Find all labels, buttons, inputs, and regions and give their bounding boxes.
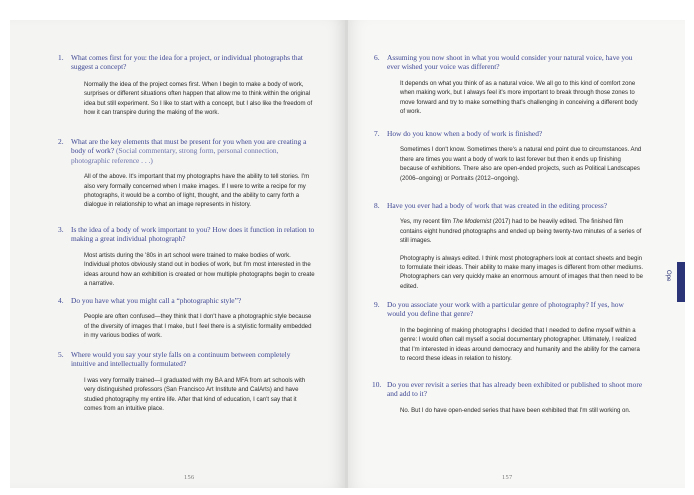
answer-paragraph: Sometimes I don't know. Sometimes there's a natural end point due to circumstances. And there are times you want a body of work to last forever but then it ends up finishing because of exhibitions. There also are open-ended projects, such as Political Landscapes (2006–ongoing) or Portraits (2012–ongoing). <box>400 147 642 182</box>
question-number: 9. <box>374 300 380 309</box>
question-text: Assuming you now shoot in what you would consider your natural voice, have you ever wished your voice was different? <box>387 53 633 72</box>
qa-item-10 <box>374 380 644 424</box>
page-number-right: 157 <box>502 474 513 481</box>
page-number-left: 156 <box>184 474 195 481</box>
section-tab-label <box>663 262 677 302</box>
question-number: 7. <box>374 129 380 138</box>
book-gutter <box>345 20 348 488</box>
qa-item-3 <box>58 225 316 297</box>
answer-text: Yes, my recent film <box>400 219 453 226</box>
qa-item-2 <box>58 137 316 219</box>
qa-item-1 <box>58 53 316 126</box>
qa-item-7 <box>374 129 644 192</box>
qa-item-9 <box>374 300 644 372</box>
question-text: Have you ever had a body of work that was created in the editing process? <box>387 201 607 210</box>
question-number: 2. <box>58 137 64 146</box>
question-number: 5. <box>58 350 64 359</box>
question-text: Do you ever revisit a series that has already been exhibited or published to shoot more and add to it? <box>387 380 643 399</box>
question-number: 10. <box>372 380 382 389</box>
question-text: What comes first for you: the idea for a project, or individual photographs that suggest a concept? <box>71 53 303 72</box>
question-text: How do you know when a body of work is finished? <box>387 129 543 138</box>
question-number: 3. <box>58 225 64 234</box>
answer-paragraph <box>400 218 644 246</box>
question-main: What are the key elements that must be present for you when you are creating a body of work? <box>71 137 307 156</box>
answer <box>84 377 316 415</box>
answer-paragraph: Normally the idea of the project comes first. When I begin to make a body of work, surprises or different situations often happen that allow me to think within the original idea but still experiment. So I like to start with a concept, but I also like the freedom of how it can transpire during the making of the work. <box>84 81 313 117</box>
answer-paragraph: It depends on what you think of as a natural voice. We all go to this kind of comfort zone when making work, but I always feel it's more important to break through those zones to move forward and try to make something that's challenging in conceiving a different body of work. <box>400 80 638 116</box>
question-text <box>71 137 316 165</box>
question-aside: (Social commentary, strong form, personal connection, photographic reference . . .) <box>71 146 279 165</box>
question-number: 6. <box>374 53 380 62</box>
answer-paragraph: Photography is always edited. I think most photographers look at contact sheets and begin to formulate their ideas. Their ability to make many images is different from other mediums. Photographers can very quickly make an enormous amount of images that then need to be edited. <box>400 255 644 290</box>
section-tab-marker <box>677 262 685 302</box>
answer <box>84 252 316 290</box>
answer <box>400 407 644 416</box>
answer-paragraph: I was very formally trained—I graduated with my BA and MFA from art schools with very distinguished professors (San Francisco Art Institute and CalArts) and have studied photography my entire life. After that kind of education, I can't say that it comes from an intuitive place. <box>84 377 306 413</box>
question-text: Is the idea of a body of work important to you? How does it function in relation to making a great individual photograph? <box>71 225 315 244</box>
answer-paragraph: No. But I do have open-ended series that have been exhibited that I'm still working on. <box>400 407 631 414</box>
answer <box>400 327 644 365</box>
answer <box>84 173 316 211</box>
answer-paragraph: Most artists during the '80s in art school were trained to make bodies of work. Individual photos obviously stand out in bodies of work, but I'm most interested in the ideas around how an exhibition is created or how multiple photographs begin to create a narrative. <box>84 252 315 288</box>
question-number: 4. <box>58 296 64 305</box>
answer <box>84 313 316 341</box>
answer-paragraph: All of the above. It's important that my photographs have the ability to tell stories. I'm also very formally concerned when I make images. If I were to write a recipe for my photographs, it would be a combo of light, thought, and the ability to carry forth a dialogue in relationship to what an image represents in history. <box>84 174 310 209</box>
answer <box>400 80 644 118</box>
question-text: Where would you say your style falls on a continuum between completely intuitive and intellectually formulated? <box>71 350 291 369</box>
answer <box>400 218 644 292</box>
answer-text: (2017) had to be heavily edited. The finished film contains eight hundred photographs and ended up being twenty-two minutes of a series of still images. <box>400 219 642 245</box>
qa-item-8 <box>374 201 644 300</box>
answer-paragraph: In the beginning of making photographs I decided that I needed to define myself within a genre: I would often call myself a social documentary photographer. Ultimately, I realized that I'm interested in ideas around democracy and humanity and the ability for the camera to record these ideas in relation to history. <box>400 327 640 363</box>
section-tab-text: Ope <box>665 270 671 282</box>
answer <box>400 146 644 184</box>
question-text: Do you associate your work with a particular genre of photography? If yes, how would you define that genre? <box>387 300 624 319</box>
qa-item-6 <box>374 53 644 125</box>
qa-item-5 <box>58 350 316 422</box>
question-text: Do you have what you might call a “photographic style”? <box>71 296 242 305</box>
question-number: 8. <box>374 201 380 210</box>
film-title: The Modernist <box>452 219 492 226</box>
question-number: 1. <box>58 53 64 62</box>
answer <box>84 81 316 119</box>
answer-paragraph: People are often confused—they think that I don't have a photographic style because of the diversity of images that I make, but I feel there is a stylistic formality embedded in my various bodies of work. <box>84 314 312 340</box>
qa-item-4 <box>58 296 316 350</box>
